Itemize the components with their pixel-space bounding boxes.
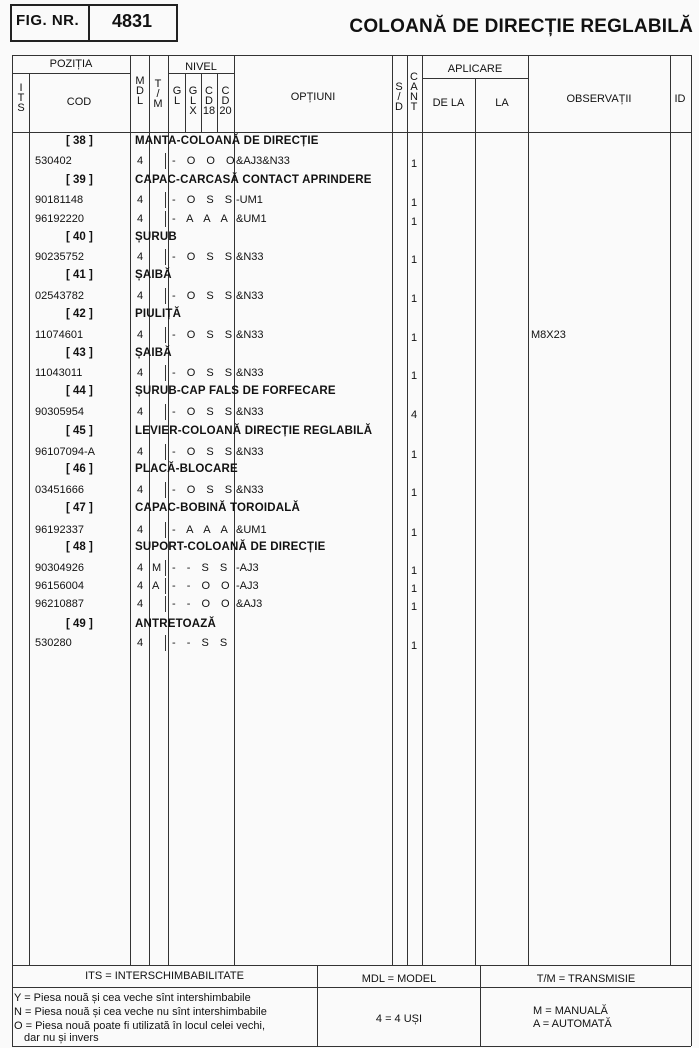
part-group-name: ȘAIBĂ: [135, 347, 172, 359]
nivel-values: - O S S: [172, 406, 237, 418]
model-value: 4: [137, 446, 144, 458]
position-number: [ 48 ]: [66, 541, 93, 553]
part-code: 96156004: [35, 580, 84, 592]
header-mdl: M D L: [135, 75, 145, 107]
footer-its-definition: ITS = INTERSCHIMBABILITATE: [85, 970, 244, 982]
column-rule: [407, 55, 408, 965]
model-value: 4: [137, 367, 144, 379]
part-code: 96192337: [35, 524, 84, 536]
part-group-name: PIULIȚĂ: [135, 308, 182, 320]
part-group-name: PLACĂ-BLOCARE: [135, 463, 238, 475]
table-bottom-border: [12, 1046, 691, 1047]
nivel-bracket: [165, 365, 166, 381]
option-code: &N33: [236, 290, 264, 302]
part-code: 530280: [35, 637, 72, 649]
transmission-value: M: [152, 562, 162, 574]
column-rule: [29, 73, 30, 965]
model-value: 4: [137, 251, 144, 263]
part-group-name: MANTA-COLOANĂ DE DIRECȚIE: [135, 135, 319, 147]
part-code: 530402: [35, 155, 72, 167]
footer-o-definition-cont: dar nu și invers: [24, 1032, 99, 1044]
part-code: 90235752: [35, 251, 84, 263]
nivel-values: - O S S: [172, 446, 237, 458]
column-rule: [422, 55, 423, 965]
header-observatii: OBSERVAȚII: [566, 93, 632, 105]
quantity-value: 1: [411, 370, 418, 382]
transmission-value: A: [152, 580, 160, 592]
model-value: 4: [137, 290, 144, 302]
fig-label: FIG. NR.: [16, 12, 80, 29]
part-group-name: ANTRETOAZĂ: [135, 618, 217, 630]
nivel-values: - - S S: [172, 637, 232, 649]
table-right-border: [691, 55, 692, 1046]
nivel-values: - O O O: [172, 155, 239, 167]
nivel-values: - O S S: [172, 194, 237, 206]
header-cod: COD: [66, 96, 92, 108]
nivel-bracket: [165, 192, 166, 208]
nivel-bracket: [165, 288, 166, 304]
option-code: -AJ3: [236, 562, 259, 574]
nivel-bracket: [165, 596, 166, 612]
nivel-values: - A A A: [172, 524, 232, 536]
quantity-value: 1: [411, 583, 418, 595]
header-nivel-cd20: C D 20: [219, 85, 232, 117]
observation-value: M8X23: [531, 329, 566, 341]
footer-tm-definition: T/M = TRANSMISIE: [536, 973, 636, 985]
quantity-value: 1: [411, 565, 418, 577]
option-code: -UM1: [236, 194, 263, 206]
position-number: [ 38 ]: [66, 135, 93, 147]
page-title: COLOANĂ DE DIRECȚIE REGLABILĂ: [349, 16, 693, 37]
nivel-bracket: [165, 404, 166, 420]
nivel-values: - - S S: [172, 562, 232, 574]
header-aplicare: APLICARE: [447, 63, 503, 75]
table-top-border: [12, 55, 691, 56]
option-code: -AJ3: [236, 580, 259, 592]
header-id: ID: [674, 93, 686, 105]
header-pozitia: POZIȚIA: [49, 58, 93, 70]
model-value: 4: [137, 580, 144, 592]
nivel-bracket: [165, 560, 166, 576]
model-value: 4: [137, 155, 144, 167]
quantity-value: 1: [411, 293, 418, 305]
part-group-name: ȘAIBĂ: [135, 269, 172, 281]
position-number: [ 49 ]: [66, 618, 93, 630]
footer-a-value: A = AUTOMATĂ: [533, 1018, 612, 1030]
fig-box-divider: [88, 4, 90, 42]
quantity-value: 1: [411, 601, 418, 613]
header-nivel-glx: G L X: [188, 85, 198, 117]
column-rule: [528, 55, 529, 965]
part-group-name: SUPORT-COLOANĂ DE DIRECȚIE: [135, 541, 326, 553]
part-code: 90181148: [35, 194, 84, 206]
quantity-value: 4: [411, 409, 418, 421]
footer-n-definition: N = Piesa nouă și cea veche nu sînt intershimbabile: [14, 1006, 267, 1018]
header-optiuni: OPȚIUNI: [290, 91, 336, 103]
footer-m-value: M = MANUALĂ: [533, 1005, 608, 1017]
part-group-name: LEVIER-COLOANĂ DIRECȚIE REGLABILĂ: [135, 425, 373, 437]
nivel-values: - - O O: [172, 580, 234, 592]
header-cant: C A N T: [410, 71, 418, 113]
option-code: &AJ3: [236, 598, 263, 610]
nivel-bracket: [165, 635, 166, 651]
nivel-values: - O S S: [172, 251, 237, 263]
part-code: 96192220: [35, 213, 84, 225]
option-code: &N33: [236, 446, 264, 458]
part-code: 96107094-A: [35, 446, 95, 458]
quantity-value: 1: [411, 254, 418, 266]
option-code: &UM1: [236, 213, 267, 225]
option-code: &N33: [236, 406, 264, 418]
part-group-name: ȘURUB-CAP FALS DE FORFECARE: [135, 385, 336, 397]
model-value: 4: [137, 406, 144, 418]
header-nivel-gl: G L: [172, 85, 182, 107]
nivel-bracket: [165, 211, 166, 227]
footer-mdl-value: 4 = 4 UȘI: [375, 1013, 423, 1025]
nivel-values: - - O O: [172, 598, 234, 610]
position-number: [ 42 ]: [66, 308, 93, 320]
option-code: &N33: [236, 367, 264, 379]
quantity-value: 1: [411, 332, 418, 344]
quantity-value: 1: [411, 158, 418, 170]
header-sd: S / D: [395, 81, 403, 113]
nivel-bracket: [165, 249, 166, 265]
nivel-bracket: [165, 444, 166, 460]
option-code: &N33: [236, 329, 264, 341]
option-code: &N33: [236, 251, 264, 263]
nivel-values: - A A A: [172, 213, 232, 225]
model-value: 4: [137, 194, 144, 206]
column-rule: [392, 55, 393, 965]
part-code: 02543782: [35, 290, 84, 302]
model-value: 4: [137, 213, 144, 225]
nivel-values: - O S S: [172, 329, 237, 341]
nivel-values: - O S S: [172, 367, 237, 379]
model-value: 4: [137, 484, 144, 496]
header-de-la: DE LA: [432, 97, 465, 109]
nivel-values: - O S S: [172, 290, 237, 302]
part-group-name: ȘURUB: [135, 231, 177, 243]
part-group-name: CAPAC-CARCASĂ CONTACT APRINDERE: [135, 174, 372, 186]
nivel-bracket: [165, 153, 166, 169]
quantity-value: 1: [411, 449, 418, 461]
option-code: &N33: [236, 484, 264, 496]
footer-divider: [12, 987, 691, 988]
quantity-value: 1: [411, 487, 418, 499]
nivel-bracket: [165, 522, 166, 538]
quantity-value: 1: [411, 216, 418, 228]
option-code: &UM1: [236, 524, 267, 536]
part-code: 03451666: [35, 484, 84, 496]
footer-mdl-definition: MDL = MODEL: [361, 973, 437, 985]
model-value: 4: [137, 524, 144, 536]
column-rule: [130, 55, 131, 965]
nivel-bracket: [165, 578, 166, 594]
option-code: &AJ3&N33: [236, 155, 290, 167]
quantity-value: 1: [411, 197, 418, 209]
footer-o-definition: O = Piesa nouă poate fi utilizată în locul celei vechi,: [14, 1020, 266, 1032]
part-code: 90305954: [35, 406, 84, 418]
nivel-bracket: [165, 482, 166, 498]
model-value: 4: [137, 598, 144, 610]
position-number: [ 41 ]: [66, 269, 93, 281]
header-bottom-border: [12, 132, 691, 133]
aplicare-split-rule: [475, 78, 476, 965]
footer-top-border: [12, 965, 691, 966]
position-number: [ 40 ]: [66, 231, 93, 243]
nivel-values: - O S S: [172, 484, 237, 496]
position-number: [ 43 ]: [66, 347, 93, 359]
part-code: 96210887: [35, 598, 84, 610]
position-number: [ 47 ]: [66, 502, 93, 514]
position-number: [ 46 ]: [66, 463, 93, 475]
header-its: I T S: [17, 82, 25, 114]
model-value: 4: [137, 637, 144, 649]
header-nivel-cd18: C D 18: [202, 85, 216, 117]
table-left-border: [12, 55, 13, 1046]
part-group-name: CAPAC-BOBINĂ TOROIDALĂ: [135, 502, 300, 514]
header-la: LA: [495, 97, 509, 109]
part-code: 11043011: [35, 367, 83, 379]
quantity-value: 1: [411, 640, 418, 652]
model-value: 4: [137, 329, 144, 341]
position-number: [ 39 ]: [66, 174, 93, 186]
model-value: 4: [137, 562, 144, 574]
position-number: [ 45 ]: [66, 425, 93, 437]
quantity-value: 1: [411, 527, 418, 539]
header-nivel: NIVEL: [185, 61, 217, 73]
part-code: 90304926: [35, 562, 84, 574]
column-rule: [670, 55, 671, 965]
header-tm: T / M: [153, 78, 163, 110]
position-number: [ 44 ]: [66, 385, 93, 397]
part-code: 11074601: [35, 329, 84, 341]
footer-y-definition: Y = Piesa nouă și cea veche sînt intershimbabile: [14, 992, 251, 1004]
nivel-bracket: [165, 327, 166, 343]
fig-number: 4831: [112, 11, 153, 31]
